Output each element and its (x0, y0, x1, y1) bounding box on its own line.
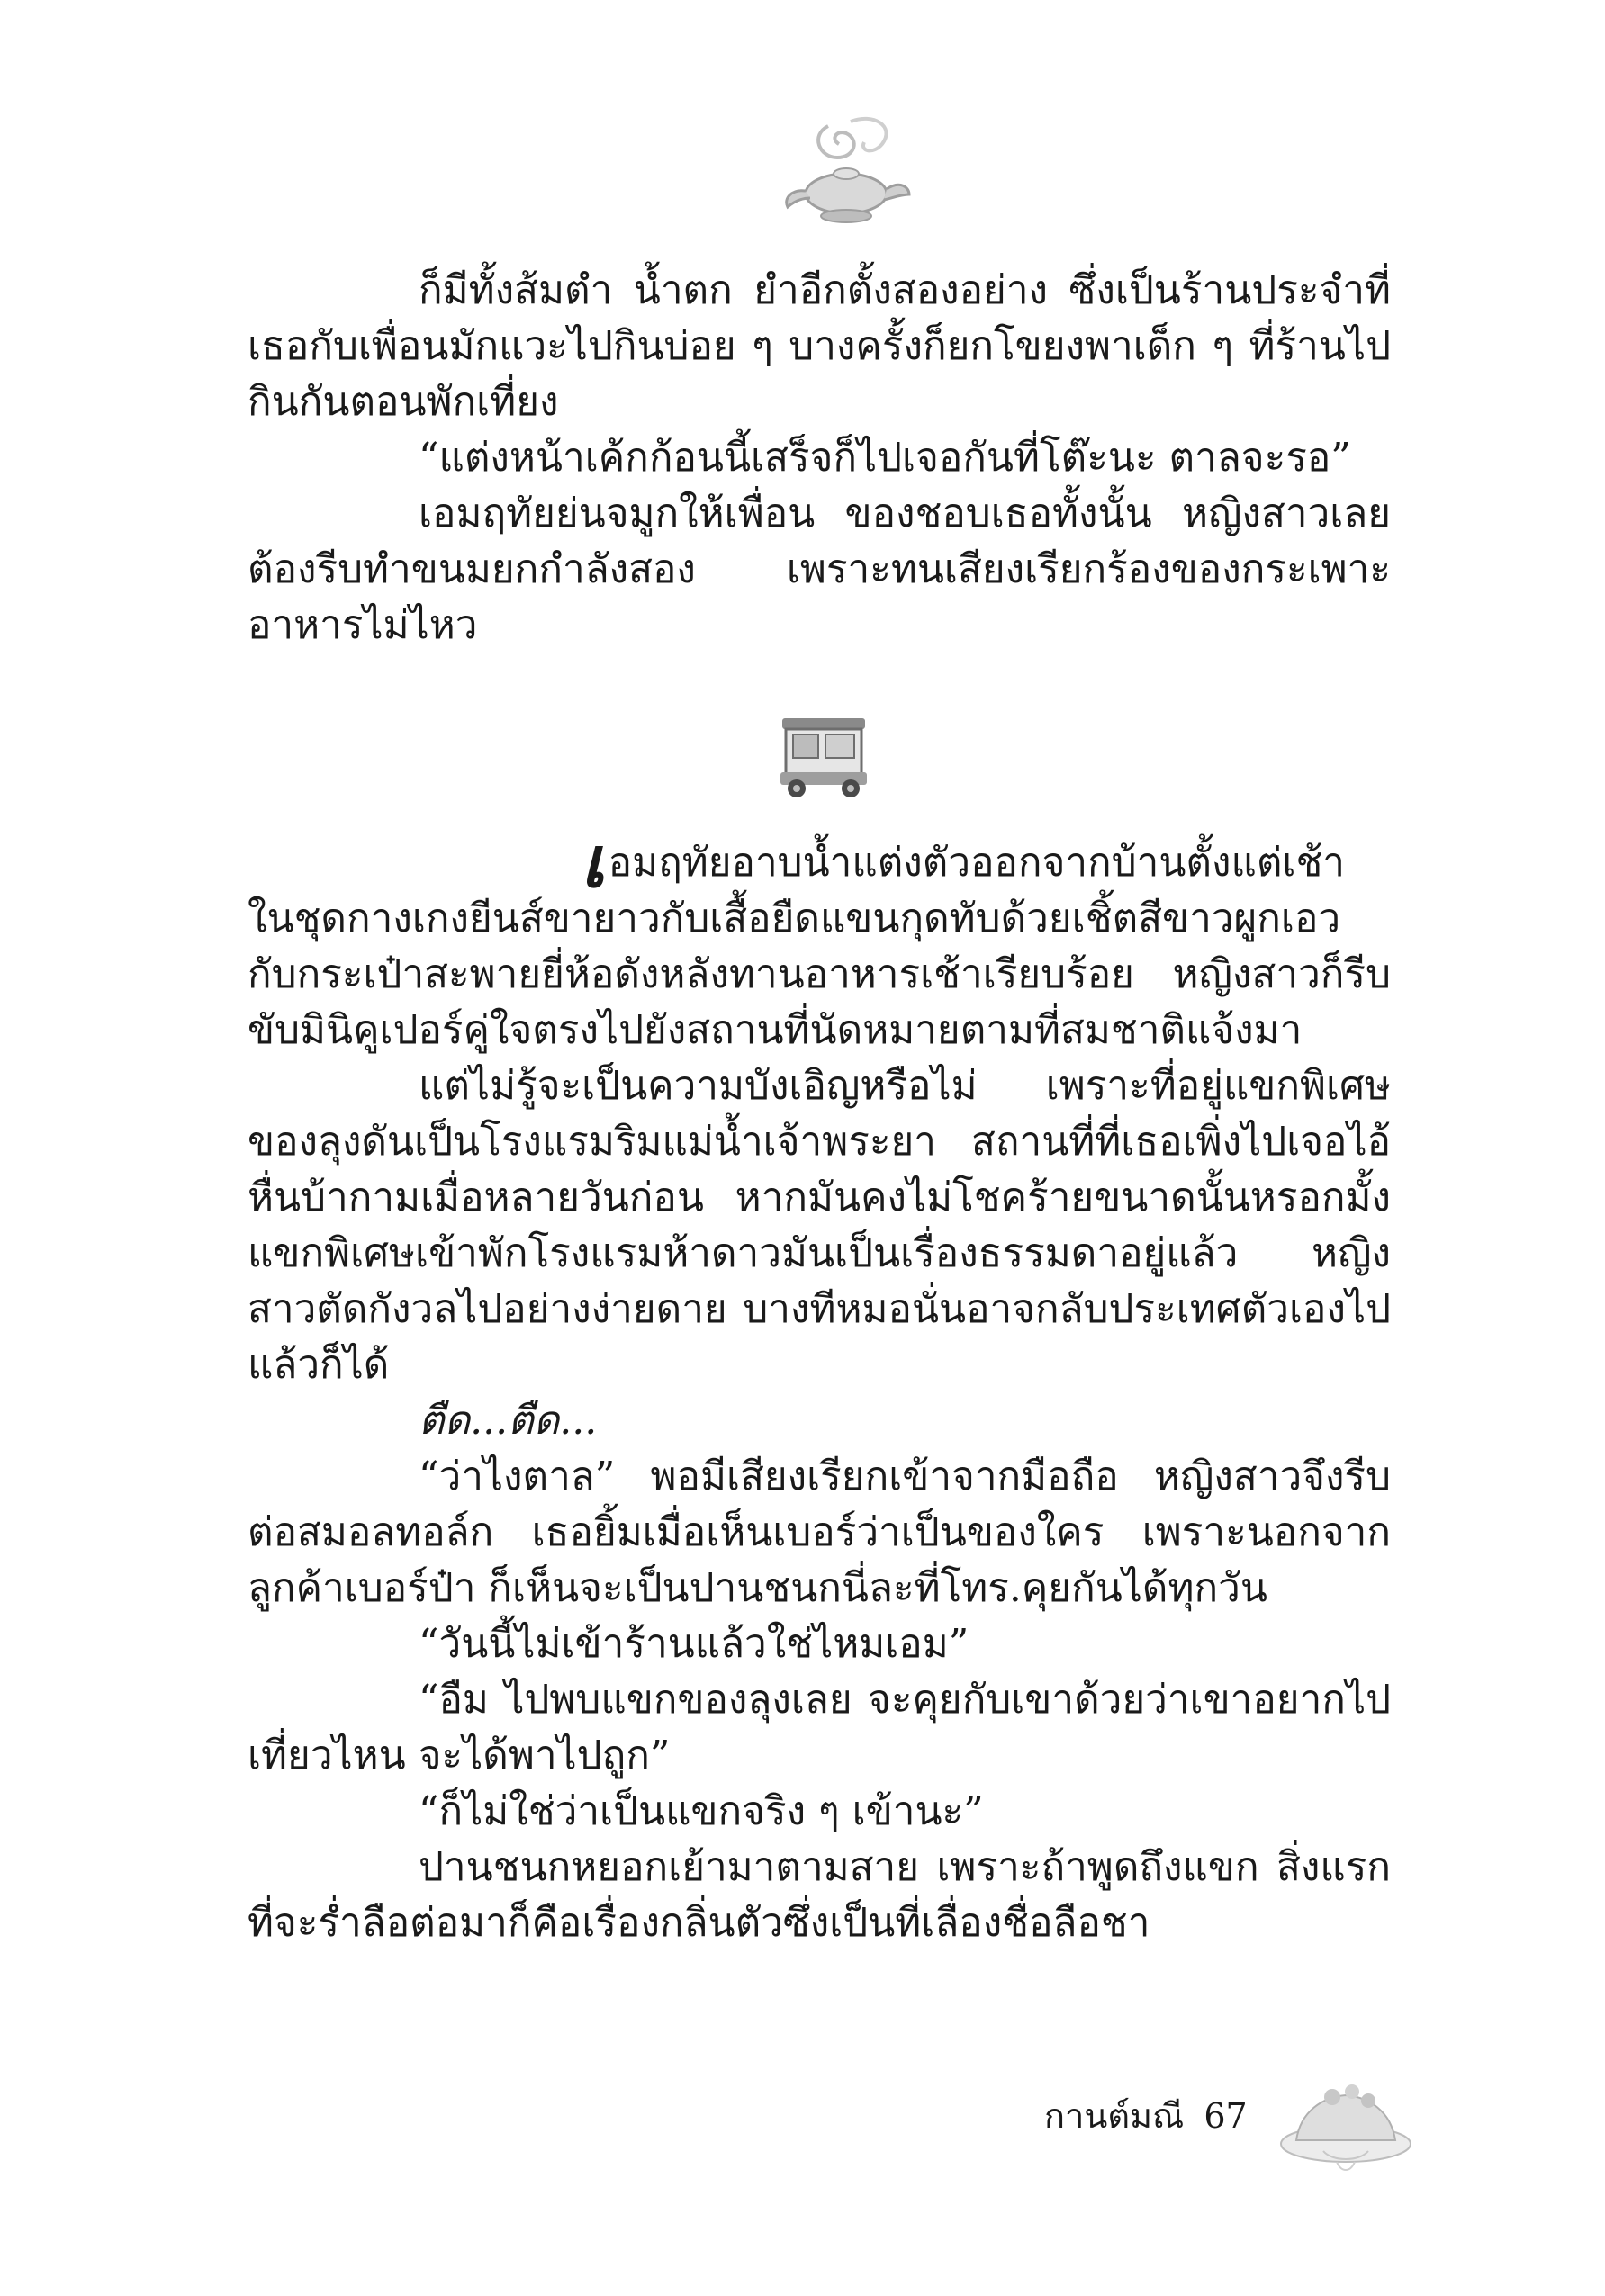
page-footer (1044, 2088, 1248, 2143)
paragraph: “ก็ไม่ใช่ว่าเป็นแขกจริง ๆ เข้านะ” (419, 1788, 984, 1834)
page-number: 67 (1204, 2096, 1248, 2136)
paragraph: “อืม ไปพบแขกของลุงเลย จะคุยกับเขาด้วยว่าเขาอยากไปเที่ยวไหน จะได้พาไปถูก” (248, 1677, 1391, 1778)
paragraph: “วันนี้ไม่เข้าร้านแล้วใช่ไหมเอม” (419, 1621, 969, 1667)
paragraph: ก็มีทั้งส้มตำ น้ำตก ยำอีกตั้งสองอย่าง ซึ่งเป็นร้านประจำที่เธอกับเพื่อนมักแวะไปกินบ่อย ๆ บางครั้งก็ยกโขยงพาเด็ก ๆ ที่ร้านไปกินกันตอนพักเที่ยง (248, 267, 1391, 425)
opening-paragraph (248, 822, 1391, 1058)
text-block-1 (248, 263, 1391, 653)
magic-lamp-icon (774, 108, 918, 234)
paragraph: “ว่าไงตาล” พอมีเสียงเรียกเข้าจากมือถือ หญิงสาวจึงรีบต่อสมอลทอล์ก เธอยิ้มเมื่อเห็นเบอร์ว่าเป็นของใคร เพราะนอกจากลูกค้าเบอร์ป๋า ก็เห็นจะเป็นปานชนกนี่ละที่โทร.คุยกันได้ทุกวัน (248, 1454, 1391, 1611)
book-title: กานต์มณี (1044, 2096, 1185, 2136)
paragraph: “แต่งหน้าเค้กก้อนนี้เสร็จก็ไปเจอกันที่โต๊ะนะ ตาลจะรอ” (419, 435, 1351, 481)
cake-ornament-icon (1269, 2061, 1422, 2187)
tuk-tuk-icon (770, 702, 878, 810)
paragraph: แต่ไม่รู้จะเป็นความบังเอิญหรือไม่ เพราะที่อยู่แขกพิเศษของลุงดันเป็นโรงแรมริมแม่น้ำเจ้าพระยา สถานที่ที่เธอเพิ่งไปเจอไอ้หื่นบ้ากามเมื่อหลายวันก่อน หากมันคงไม่โชคร้ายขนาดนั้นหรอกมั้ง แขกพิเศษเข้าพักโรงแรมห้าดาวมันเป็นเรื่องธรรมดาอยู่แล้ว หญิงสาวตัดกังวลไปอย่างง่ายดาย บางทีหมอนั่นอาจกลับประเทศตัวเองไปแล้วก็ได้ (248, 1063, 1391, 1388)
phone-ring-sound: ตืด...ตืด... (419, 1398, 598, 1444)
paragraph: เอมฤทัยย่นจมูกให้เพื่อน ของชอบเธอทั้งนั้น หญิงสาวเลยต้องรีบทำขนมยกกำลังสอง เพราะทนเสียงเรียกร้องของกระเพาะอาหารไม่ไหว (248, 491, 1391, 648)
text-block-2 (248, 822, 1391, 1951)
paragraph: ปานชนกหยอกเย้ามาตามสาย เพราะถ้าพูดถึงแขก สิ่งแรกที่จะร่ำลือต่อมาก็คือเรื่องกลิ่นตัวซึ่งเป็นที่เลื่องชื่อลือชา (248, 1844, 1391, 1946)
opening-paragraph-text: อมฤทัยอาบน้ำแต่งตัวออกจากบ้านตั้งแต่เช้าในชุดกางเกงยีนส์ขายาวกับเสื้อยืดแขนกุดทับด้วยเชิ้ตสีขาวผูกเอว กับกระเป๋าสะพายยี่ห้อดังหลังทานอาหารเช้าเรียบร้อย หญิงสาวก็รีบขับมินิคูเปอร์คู่ใจตรงไปยังสถานที่นัดหมายตามที่สมชาติแจ้งมา (248, 840, 1391, 1053)
drop-cap: เ (581, 822, 605, 904)
